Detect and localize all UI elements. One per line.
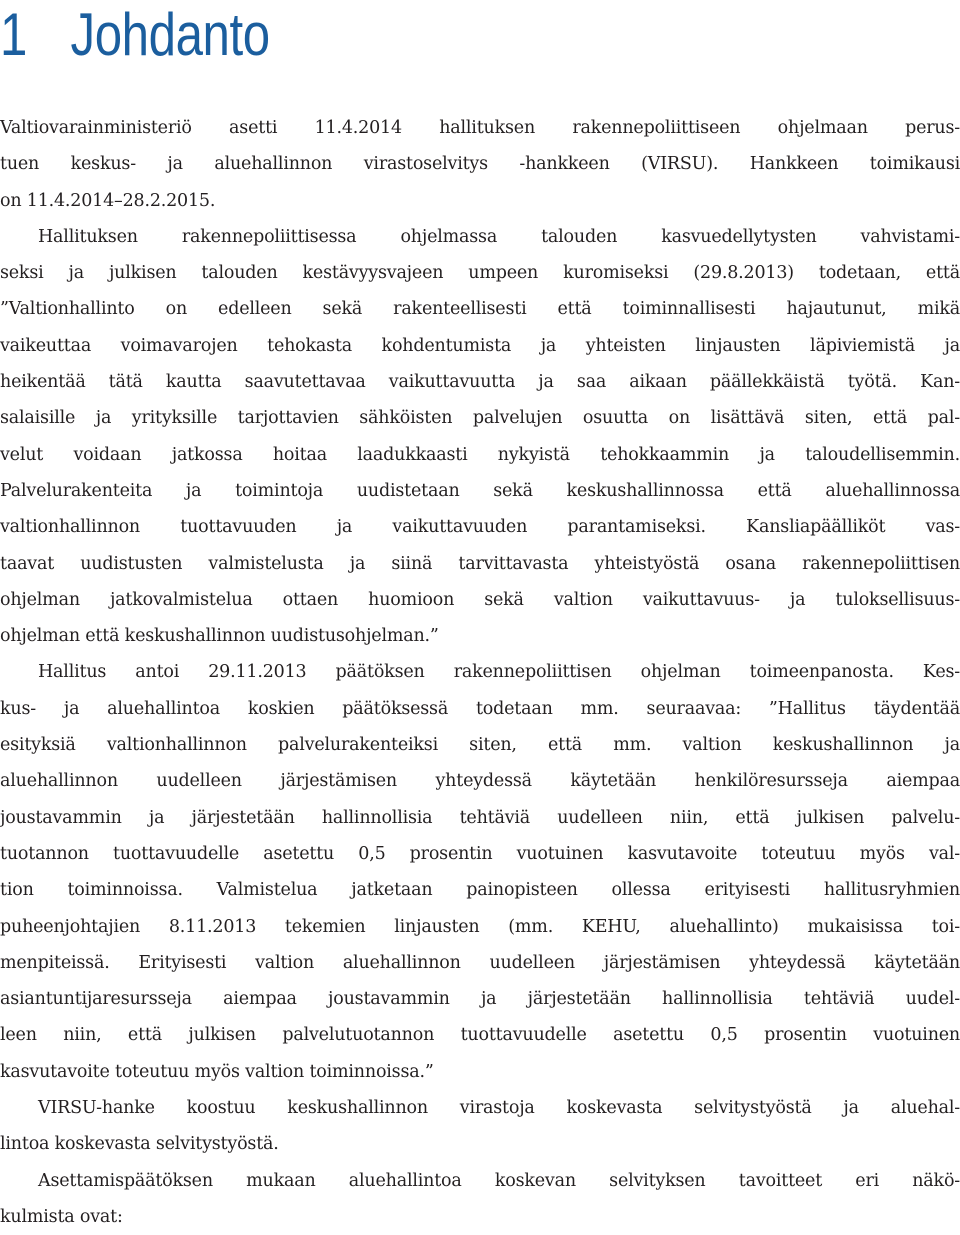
- text-line: leen niin, että julkisen palvelutuotannon tuottavuudelle asetettu 0,5 prosentin vuotuinen: [0, 1025, 960, 1046]
- text-line: ohjelman että keskushallinnon uudistusohjelman.”: [0, 626, 439, 647]
- body-text: [0, 110, 960, 1235]
- text-line: kulmista ovat:: [0, 1206, 123, 1227]
- text-line: lintoa koskevasta selvitystyöstä.: [0, 1134, 279, 1155]
- text-line: menpiteissä. Erityisesti valtion aluehallinnon uudelleen järjestämisen yhteydessä käytetään: [0, 952, 960, 973]
- text-line: velut voidaan jatkossa hoitaa laadukkaasti nykyistä tehokkaammin ja taloudellisemmin.: [0, 444, 960, 465]
- text-line: VIRSU-hanke koostuu keskushallinnon virastoja koskevasta selvitystyöstä ja aluehal-: [38, 1098, 960, 1119]
- text-line: salaisille ja yrityksille tarjottavien sähköisten palvelujen osuutta on lisättävä siten, että pal-: [0, 408, 960, 429]
- text-line: Hallitus antoi 29.11.2013 päätöksen rakennepoliittisen ohjelman toimeenpanosta. Kes-: [38, 662, 960, 683]
- text-line: Palvelurakenteita ja toimintoja uudistetaan sekä keskushallinnossa että aluehallinnossa: [0, 480, 960, 501]
- text-line: esityksiä valtionhallinnon palvelurakenteiksi siten, että mm. valtion keskushallinnon ja: [0, 735, 960, 756]
- text-line: Hallituksen rakennepoliittisessa ohjelmassa talouden kasvuedellytysten vahvistami-: [38, 226, 960, 247]
- text-line: ”Valtionhallinto on edelleen sekä rakenteellisesti että toiminnallisesti hajautunut, mikä: [0, 299, 960, 320]
- text-line: asiantuntijaresursseja aiempaa joustavammin ja järjestetään hallinnollisia tehtäviä uudel-: [0, 989, 960, 1010]
- text-line: kus- ja aluehallintoa koskien päätöksessä todetaan mm. seuraavaa: ”Hallitus täydentää: [0, 698, 960, 719]
- text-line: tuen keskus- ja aluehallinnon virastoselvitys -hankkeen (VIRSU). Hankkeen toimikausi: [0, 154, 960, 175]
- text-line: on 11.4.2014–28.2.2015.: [0, 190, 216, 211]
- text-line: Valtiovarainministeriö asetti 11.4.2014 hallituksen rakennepoliittiseen ohjelmaan perus-: [0, 118, 960, 138]
- text-line: vaikeuttaa voimavarojen tehokasta kohdentumista ja yhteisten linjausten läpiviemistä ja: [0, 335, 960, 356]
- text-line: ohjelman jatkovalmistelua ottaen huomioon sekä valtion vaikuttavuus- ja tuloksellisuus-: [0, 589, 960, 610]
- text-line: puheenjohtajien 8.11.2013 tekemien linjausten (mm. KEHU, aluehallinto) mukaisissa toi-: [0, 916, 960, 937]
- text-line: aluehallinnon uudelleen järjestämisen yhteydessä käytetään henkilöresursseja aiempaa: [0, 771, 960, 792]
- text-line: taavat uudistusten valmistelusta ja siinä tarvittavasta yhteistyöstä osana rakennepoliittisen: [0, 553, 960, 574]
- text-line: tuotannon tuottavuudelle asetettu 0,5 prosentin vuotuinen kasvutavoite toteutuu myös val-: [0, 843, 960, 864]
- text-line: kasvutavoite toteutuu myös valtion toiminnoissa.”: [0, 1061, 434, 1082]
- chapter-title: Johdanto: [70, 1, 270, 68]
- chapter-heading: [0, 0, 270, 70]
- text-line: Asettamispäätöksen mukaan aluehallintoa koskevan selvityksen tavoitteet eri näkö-: [38, 1170, 960, 1191]
- text-line: tion toiminnoissa. Valmistelua jatketaan painopisteen ollessa erityisesti hallitusryhmien: [0, 880, 960, 901]
- text-line: heikentää tätä kautta saavutettavaa vaikuttavuutta ja saa aikaan päällekkäistä työtä. Kan-: [0, 372, 960, 393]
- text-line: valtionhallinnon tuottavuuden ja vaikuttavuuden parantamiseksi. Kansliapäälliköt vas-: [0, 517, 960, 538]
- chapter-number: 1: [0, 1, 27, 68]
- text-line: seksi ja julkisen talouden kestävyysvajeen umpeen kuromiseksi (29.8.2013) todetaan, että: [0, 263, 960, 284]
- text-line: joustavammin ja järjestetään hallinnollisia tehtäviä uudelleen niin, että julkisen palvelu-: [0, 807, 960, 828]
